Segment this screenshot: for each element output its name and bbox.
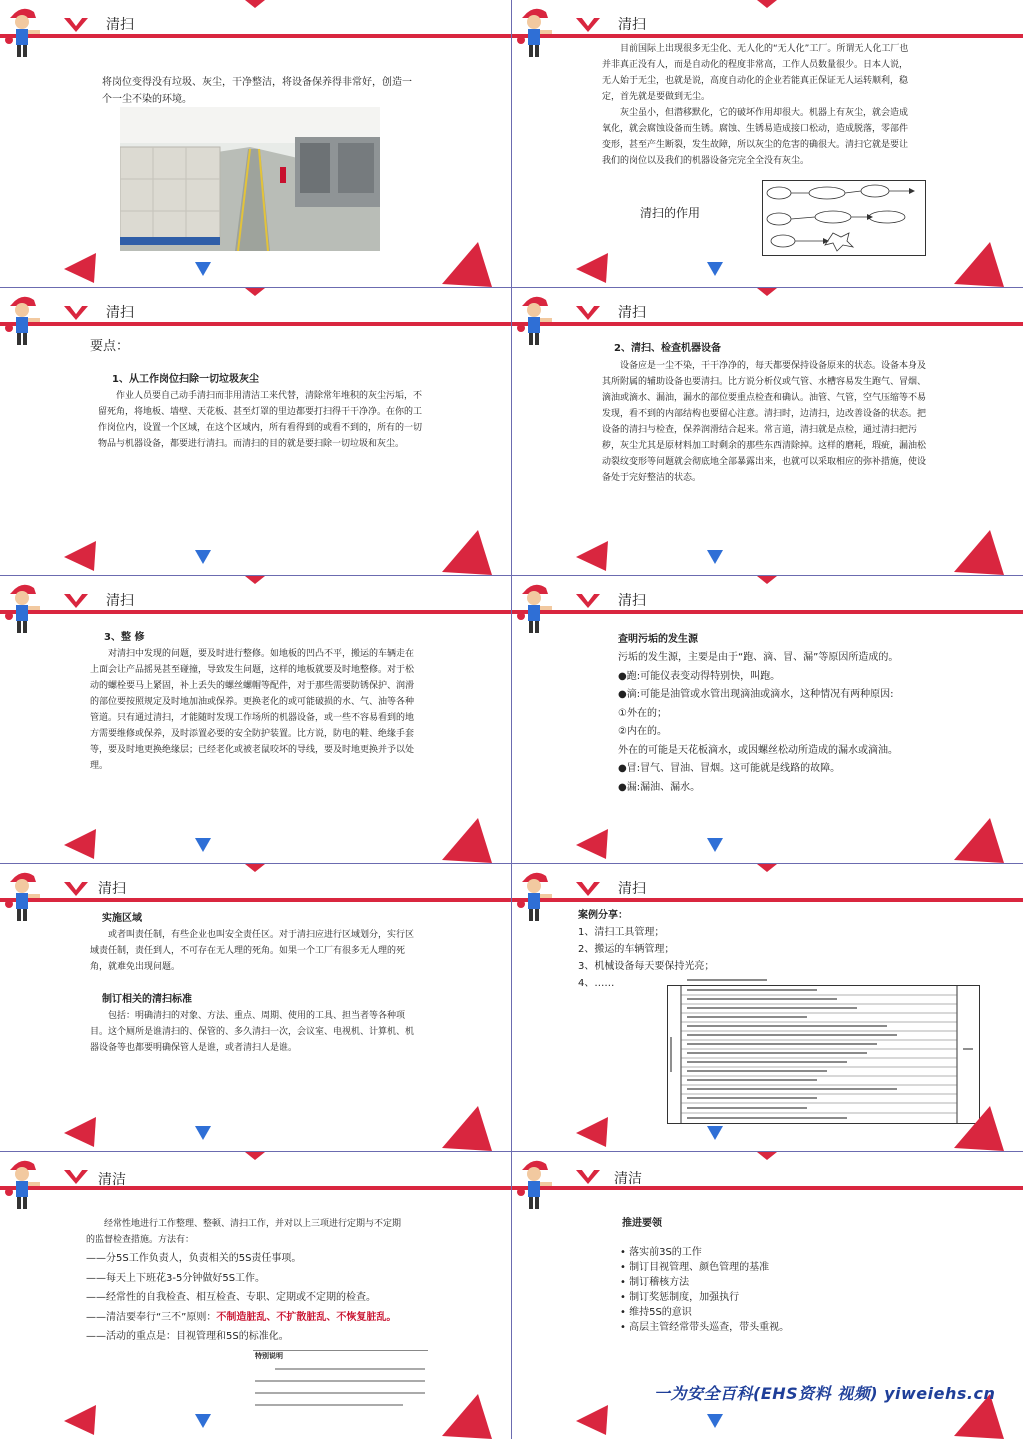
- corner-triangle-right: [954, 818, 1004, 863]
- mascot-icon: [2, 290, 46, 350]
- bullet-list: [620, 1245, 920, 1335]
- bullet-item: • 制订目视管理、颜色管理的基准: [620, 1262, 770, 1273]
- body-paragraph: 作业人员要自己动手清扫而非用清洁工来代替，清除常年堆积的灰尘污垢，不留死角，将地板、墙壁、天花板、甚至灯罩的里边都要打扫得干干净净。在你的工作岗位内，设置一个区域，在这个区域内，所有看得到的或看不到的，所有的一切物品与机器设备，都要进行清扫。而清扫的目的就是要扫除一切垃圾和灰尘。: [98, 391, 423, 449]
- mascot-icon: [2, 2, 46, 62]
- note-title: 特别说明: [255, 1352, 283, 1360]
- header-notch: [245, 576, 265, 584]
- slide-4[interactable]: [512, 288, 1023, 575]
- header-notch: [245, 0, 265, 8]
- slide-body: [602, 41, 912, 169]
- slide-body: [618, 649, 918, 797]
- corner-triangle-left: [64, 829, 96, 859]
- bullet-item: • 制订奖惩制度，加强执行: [620, 1292, 740, 1303]
- corner-triangle-left: [576, 1405, 608, 1435]
- header-bar: [512, 322, 1023, 326]
- case-item: 3、机械设备每天要保持光亮；: [578, 961, 715, 972]
- slide-body: [86, 1216, 406, 1248]
- header-notch: [757, 1152, 777, 1160]
- slide-5[interactable]: [0, 576, 511, 863]
- mascot-icon: [2, 866, 46, 926]
- body-line: ●跑:可能仪表变动得特别快，叫跑。: [618, 670, 781, 682]
- corner-triangle-left: [576, 829, 608, 859]
- body-line: 外在的可能是天花板滴水，或因螺丝松动所造成的漏水或滴油。: [618, 744, 898, 756]
- header-bar: [512, 610, 1023, 614]
- logo-icon: [64, 1170, 88, 1184]
- logo-icon: [576, 306, 600, 320]
- corner-triangle-right: [442, 242, 492, 287]
- corner-triangle-left: [576, 541, 608, 571]
- header-bar: [512, 34, 1023, 38]
- corner-triangle-left: [64, 1117, 96, 1147]
- slide-9[interactable]: [0, 1152, 511, 1439]
- principle-line: [86, 1308, 426, 1328]
- corner-triangle-left: [64, 541, 96, 571]
- corner-triangle-right: [442, 1106, 492, 1151]
- section-subheading: 1、从工作岗位扫除一切垃圾灰尘: [112, 374, 259, 385]
- slide-title: 清扫: [618, 305, 646, 321]
- body-line: ●冒:冒气、冒油、冒烟。这可能就是线路的故障。: [618, 763, 841, 774]
- down-arrow-icon[interactable]: [707, 1126, 723, 1140]
- slide-body: [102, 74, 420, 108]
- section-subheading: 查明污垢的发生源: [618, 634, 698, 645]
- body-paragraph: 目前国际上出现很多无尘化、无人化的“无人化”工厂。所谓无人化工厂也并非真正没有人，而是自动化的程度非常高，工作人员数量很少。日本人说，无人始于无尘，也就是说，高度自动化的企业若能真正保证无人运转顺利，稳定，首先就是要做到无尘。: [602, 44, 909, 102]
- header-bar: [0, 610, 511, 614]
- corner-triangle-left: [576, 253, 608, 283]
- principle-prefix: ——清洁要奉行“三不”原则：: [86, 1311, 217, 1323]
- corner-triangle-left: [64, 1405, 96, 1435]
- down-arrow-icon[interactable]: [707, 550, 723, 564]
- cleaning-standard-table: [667, 977, 980, 1127]
- body-paragraph: 对清扫中发现的问题，要及时进行整修。如地板的凹凸不平，搬运的车辆走在上面会让产品摇晃甚至碰撞，导致发生问题，这样的地板就要及时地整修。对于松动的螺栓要马上紧固，补上丢失的螺丝螺帽等配件，对于那些需要防锈保护、润滑的部位要按照规定及时地加油或保养。更换老化的或可能破损的水、气、油等各种管道。只有通过清扫，才能随时发现工作场所的机器设备，或一些不容易看到的地方需要维修或保养，及时添置必要的安全防护装置。比方说，防电的鞋、绝缘手套等，要及时地更换绝缘层；已经老化或被老鼠咬坏的导线，要及时地更换并予以处理。: [90, 649, 415, 771]
- note-text-lines: [253, 1363, 428, 1411]
- bullet-item: • 落实前3S的工作: [620, 1247, 702, 1258]
- slide-body: [90, 646, 422, 774]
- mascot-icon: [514, 866, 558, 926]
- slide-title: 清扫: [618, 593, 646, 609]
- down-arrow-icon[interactable]: [195, 550, 211, 564]
- slide-title: 清扫: [98, 881, 126, 897]
- note-box: [253, 1350, 428, 1413]
- method-line: ——分5S工作负责人，负责相关的5S责任事项。: [86, 1253, 302, 1264]
- slide-body: [90, 927, 422, 975]
- bullet-item: • 高层主管经常带头巡查，带头重视。: [620, 1322, 790, 1333]
- mascot-icon: [514, 1154, 558, 1214]
- header-bar: [512, 1186, 1023, 1190]
- method-line: ——经常性的自我检查、相互检查、专职、定期或不定期的检查。: [86, 1292, 376, 1303]
- slide-body-2: [90, 1008, 422, 1056]
- logo-icon: [576, 882, 600, 896]
- corner-triangle-right: [442, 530, 492, 575]
- down-arrow-icon[interactable]: [707, 838, 723, 852]
- mascot-icon: [514, 2, 558, 62]
- slide-body: [602, 358, 932, 486]
- logo-icon: [64, 594, 88, 608]
- effect-diagram: [762, 180, 926, 256]
- warehouse-photo: [120, 107, 380, 251]
- logo-icon: [576, 1170, 600, 1184]
- down-arrow-icon[interactable]: [195, 262, 211, 276]
- case-item: 4、……: [578, 978, 615, 989]
- header-bar: [0, 1186, 511, 1190]
- body-line: 污垢的发生源，主要是由于“跑、滴、冒、漏”等原因所造成的。: [618, 652, 899, 663]
- row-divider: [0, 575, 1023, 576]
- case-item: 1、清扫工具管理；: [578, 927, 665, 938]
- corner-triangle-right: [442, 1394, 492, 1439]
- row-divider: [0, 1151, 1023, 1152]
- section-subheading: 2、清扫、检查机器设备: [614, 343, 721, 354]
- body-paragraph: 包括：明确清扫的对象、方法、重点、周期、使用的工具、担当者等各种项目。这个厕所是谁清扫的、保管的、多久清扫一次，会议室、电视机、计算机、机器设备等也都要明确保管人是谁，或者清扫人是谁。: [90, 1011, 415, 1053]
- mascot-icon: [514, 578, 558, 638]
- header-notch: [757, 864, 777, 872]
- slide-title: 清扫: [106, 593, 134, 609]
- principle-bold: 不制造脏乱、不扩散脏乱、不恢复脏乱。: [216, 1311, 397, 1323]
- method-line: ——活动的重点是：目视管理和5S的标准化。: [86, 1331, 289, 1342]
- slide-title: 清扫: [106, 17, 134, 33]
- body-line: ●漏:漏油、漏水。: [618, 781, 701, 793]
- section-subheading: 实施区域: [102, 913, 142, 924]
- slide-7[interactable]: [0, 864, 511, 1151]
- down-arrow-icon[interactable]: [195, 838, 211, 852]
- slide-body: [98, 388, 428, 452]
- logo-icon: [64, 306, 88, 320]
- header-bar: [512, 898, 1023, 902]
- header-bar: [0, 34, 511, 38]
- row-divider: [0, 287, 1023, 288]
- header-notch: [245, 1152, 265, 1160]
- case-item: 2、搬运的车辆管理；: [578, 944, 675, 955]
- bullet-item: • 维持5S的意识: [620, 1307, 692, 1318]
- column-divider: [511, 0, 512, 1439]
- corner-triangle-right: [954, 530, 1004, 575]
- mascot-icon: [2, 1154, 46, 1214]
- logo-icon: [64, 18, 88, 32]
- down-arrow-icon[interactable]: [195, 1126, 211, 1140]
- row-divider: [0, 863, 1023, 864]
- body-paragraph: 经常性地进行工作整理、整顿、清扫工作，并对以上三项进行定期与不定期的监督检查措施。方法有：: [86, 1219, 402, 1245]
- body-paragraph: 设备应是一尘不染，干干净净的，每天都要保持设备原来的状态。设备本身及其所附属的辅助设备也要清扫。比方说分析仪或气管、水槽容易发生跑气、冒烟、滴油或滴水、漏油，漏水的部位要重点检查和确认。油管、气管，空气压缩等不易发现，看不到的内部结构也要留心注意。清扫时，边清扫，边改善设备的状态。把设备的清扫与检查，保养润滑结合起来。常言道，清扫就是点检，通过清扫把污秽，灰尘尤其是原材料加工时剩余的那些东西清除掉。这样的磨耗，瑕疵，漏油松动裂纹变形等问题就会彻底地全部暴露出来，也就可以采取相应的弥补措施，使设备处于完好整洁的状态。: [602, 361, 927, 483]
- corner-triangle-right: [954, 242, 1004, 287]
- slide-title: 清扫: [618, 17, 646, 33]
- slide-1[interactable]: [0, 0, 511, 287]
- header-bar: [0, 898, 511, 902]
- corner-triangle-right: [954, 1106, 1004, 1151]
- slide-title: 清洁: [98, 1172, 126, 1188]
- method-list: [86, 1249, 426, 1347]
- method-line: ——每天上下班花3-5分钟做好5S工作。: [86, 1272, 266, 1284]
- header-notch: [757, 576, 777, 584]
- logo-icon: [576, 18, 600, 32]
- section-subheading: 案例分享：: [578, 910, 628, 921]
- down-arrow-icon[interactable]: [707, 262, 723, 276]
- slide-3[interactable]: [0, 288, 511, 575]
- header-notch: [757, 288, 777, 296]
- mascot-icon: [514, 290, 558, 350]
- body-line: ②内在的。: [618, 726, 667, 737]
- down-arrow-icon[interactable]: [707, 1414, 723, 1428]
- header-notch: [757, 0, 777, 8]
- corner-triangle-right: [442, 818, 492, 863]
- logo-icon: [64, 882, 88, 896]
- down-arrow-icon[interactable]: [195, 1414, 211, 1428]
- corner-triangle-left: [64, 253, 96, 283]
- slide-title: 清扫: [618, 881, 646, 897]
- slide-6[interactable]: [512, 576, 1023, 863]
- section-subheading: 推进要领: [622, 1218, 662, 1229]
- body-line: ①外在的；: [618, 707, 667, 719]
- body-line: ●滴:可能是油管或水管出现滴油或滴水，这种情况有两种原因:: [618, 689, 894, 700]
- mascot-icon: [2, 578, 46, 638]
- diagram-caption: 清扫的作用: [640, 206, 701, 220]
- bullet-item: • 制订稽核方法: [620, 1277, 690, 1288]
- slide-title: 清洁: [614, 1171, 642, 1187]
- slide-2[interactable]: [512, 0, 1023, 287]
- header-notch: [245, 288, 265, 296]
- slide-title: 清扫: [106, 305, 134, 321]
- section-subheading-2: 制订相关的清扫标准: [102, 994, 192, 1005]
- logo-icon: [576, 594, 600, 608]
- header-notch: [245, 864, 265, 872]
- section-heading: 要点：: [90, 339, 130, 354]
- section-subheading: 3、整 修: [104, 632, 145, 643]
- corner-triangle-left: [576, 1117, 608, 1147]
- header-bar: [0, 322, 511, 326]
- body-paragraph: 灰尘虽小，但潜移默化，它的破坏作用却很大。机器上有灰尘，就会造成氧化，就会腐蚀设备而生锈。腐蚀、生锈易造成接口松动，造成脱落，零部件变形，甚至产生断裂，发生故障，所以灰尘的危害的确很大。清扫它就是要让我们的岗位以及我们的机器设备完完全全没有灰尘。: [602, 108, 909, 166]
- body-paragraph: 将岗位变得没有垃圾、灰尘，干净整洁，将设备保养得非常好，创造一个一尘不染的环境。: [102, 77, 412, 105]
- watermark: 一为安全百科(EHS资料 视频) yiweiehs.cn: [654, 1384, 996, 1403]
- body-paragraph: 或者叫责任制，有些企业也叫安全责任区。对于清扫应进行区域划分，实行区域责任制，责任到人，不可存在无人理的死角。如果一个工厂有很多无人理的死角，就难免出现问题。: [90, 930, 415, 972]
- slide-8[interactable]: [512, 864, 1023, 1151]
